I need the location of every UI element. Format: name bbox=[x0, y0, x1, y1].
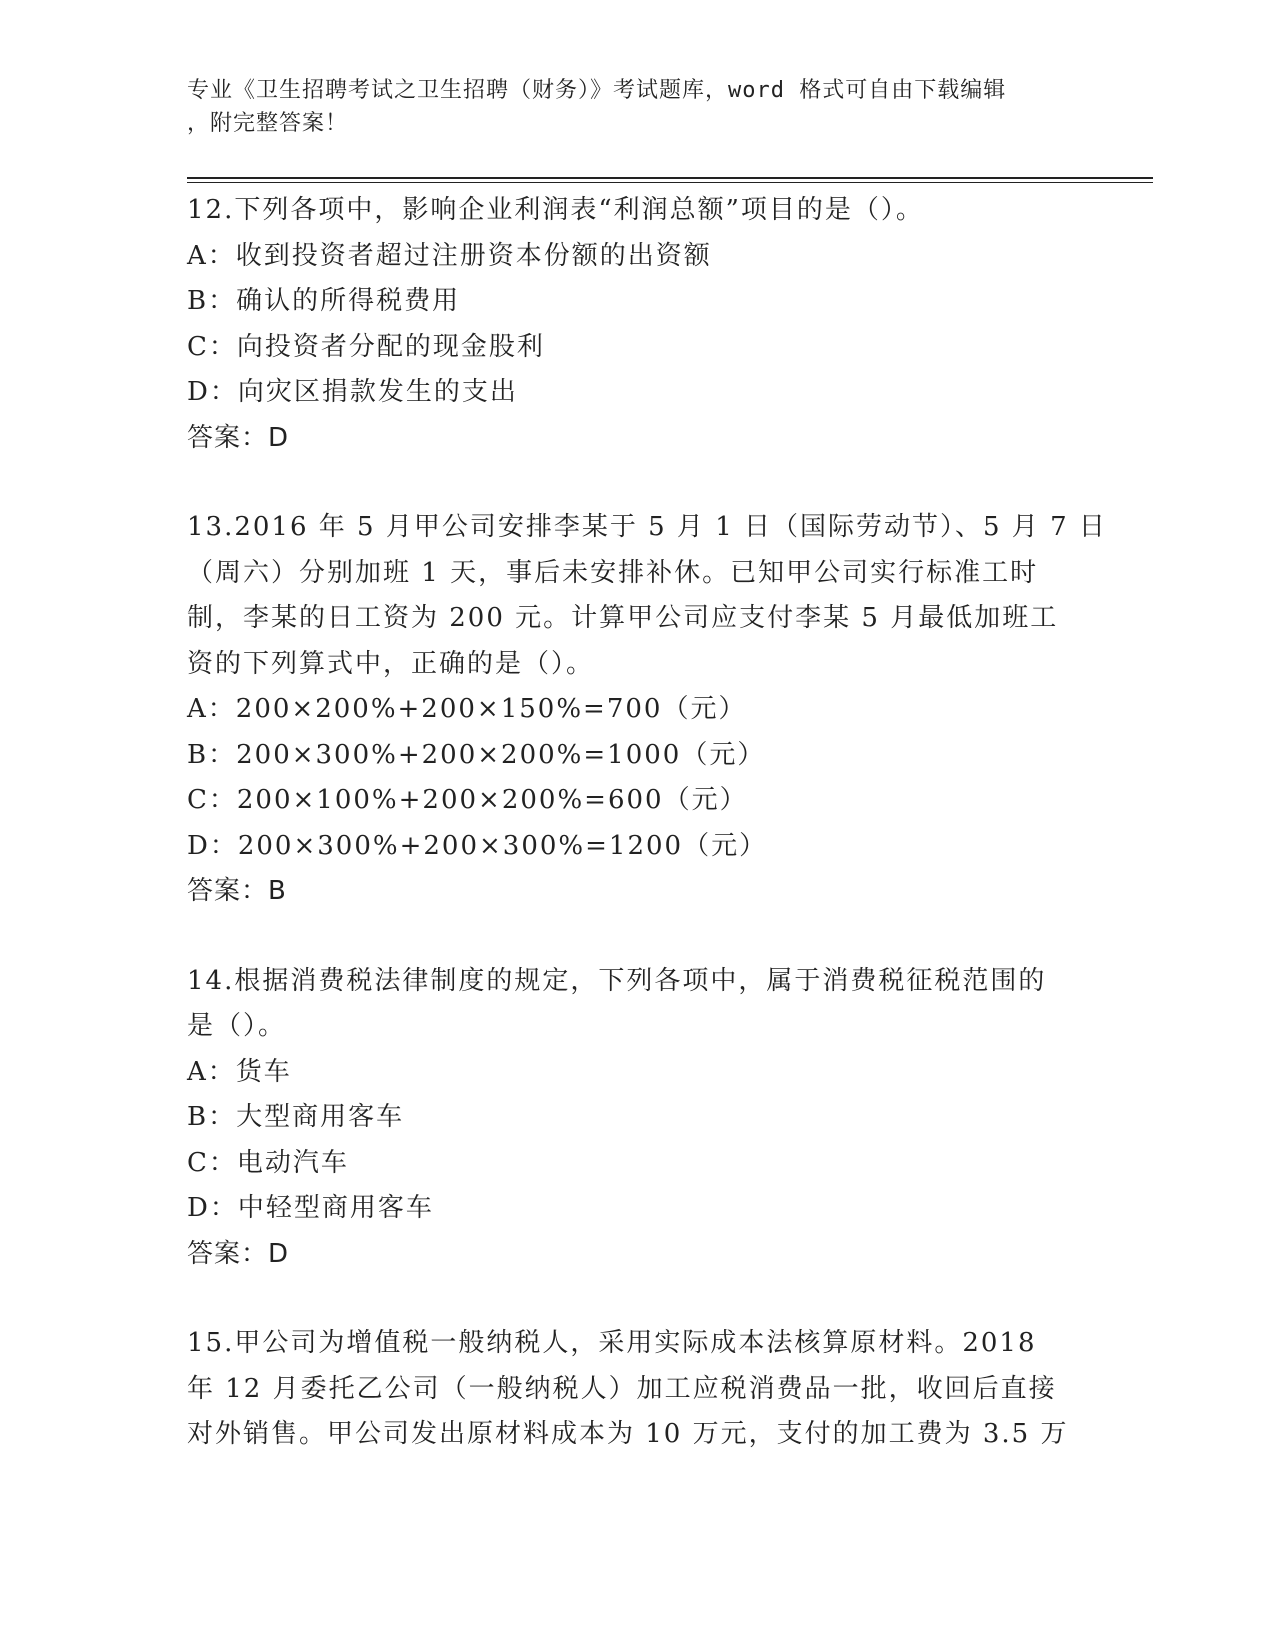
question-stem-line: 13.2016 年 5 月甲公司安排李某于 5 月 1 日（国际劳动节）、5 月 7 日 bbox=[187, 512, 1107, 542]
header-rule-thin bbox=[187, 182, 1153, 183]
question-stem-line: 12.下列各项中，影响企业利润表“利润总额”项目的是（）。 bbox=[187, 195, 924, 225]
question-13 bbox=[187, 505, 1107, 915]
question-stem-line: 资的下列算式中，正确的是（）。 bbox=[187, 648, 595, 679]
question-stem-line: 14.根据消费税法律制度的规定，下列各项中，属于消费税征税范围的 bbox=[187, 965, 1047, 996]
answer-line: 答案：B bbox=[187, 876, 287, 906]
question-14 bbox=[187, 959, 1077, 1278]
option-c: C：电动汽车 bbox=[187, 1147, 349, 1178]
header-line-1: 专业《卫生招聘考试之卫生招聘（财务）》考试题库，word 格式可自由下载编辑 bbox=[187, 78, 1007, 103]
option-c: C：向投资者分配的现金股利 bbox=[187, 331, 545, 362]
header-line-2: ，附完整答案！ bbox=[187, 111, 349, 136]
option-b: B：大型商用客车 bbox=[187, 1102, 405, 1132]
question-stem-line: 对外销售。甲公司发出原材料成本为 10 万元，支付的加工费为 3.5 万 bbox=[187, 1419, 1069, 1449]
answer-line: 答案：D bbox=[187, 422, 290, 453]
option-d: D：中轻型商用客车 bbox=[187, 1193, 434, 1223]
question-15 bbox=[187, 1321, 1077, 1458]
question-stem-line: 年 12 月委托乙公司（一般纳税人）加工应税消费品一批，收回后直接 bbox=[187, 1373, 1057, 1404]
option-d: D：向灾区捐款发生的支出 bbox=[187, 377, 518, 407]
document-header bbox=[187, 74, 1067, 140]
question-stem-line: 是（）。 bbox=[187, 1011, 287, 1041]
option-c: C：200×100%+200×200%=600（元） bbox=[187, 785, 748, 815]
option-b: B：确认的所得税费用 bbox=[187, 286, 461, 316]
option-a: A：货车 bbox=[187, 1056, 292, 1087]
answer-line: 答案：D bbox=[187, 1238, 290, 1269]
question-list bbox=[187, 188, 1107, 1502]
option-b: B：200×300%+200×200%=1000（元） bbox=[187, 739, 766, 770]
option-a: A：200×200%+200×150%=700（元） bbox=[187, 694, 747, 724]
option-a: A：收到投资者超过注册资本份额的出资额 bbox=[187, 240, 712, 271]
question-stem-line: 15.甲公司为增值税一般纳税人，采用实际成本法核算原材料。2018 bbox=[187, 1328, 1037, 1358]
option-d: D：200×300%+200×300%=1200（元） bbox=[187, 830, 768, 861]
header-rule-thick bbox=[187, 177, 1153, 179]
question-12 bbox=[187, 188, 1077, 461]
question-stem-line: 制，李某的日工资为 200 元。计算甲公司应支付李某 5 月最低加班工 bbox=[187, 603, 1059, 633]
question-stem-line: （周六）分别加班 1 天，事后未安排补休。已知甲公司实行标准工时 bbox=[187, 557, 1039, 588]
